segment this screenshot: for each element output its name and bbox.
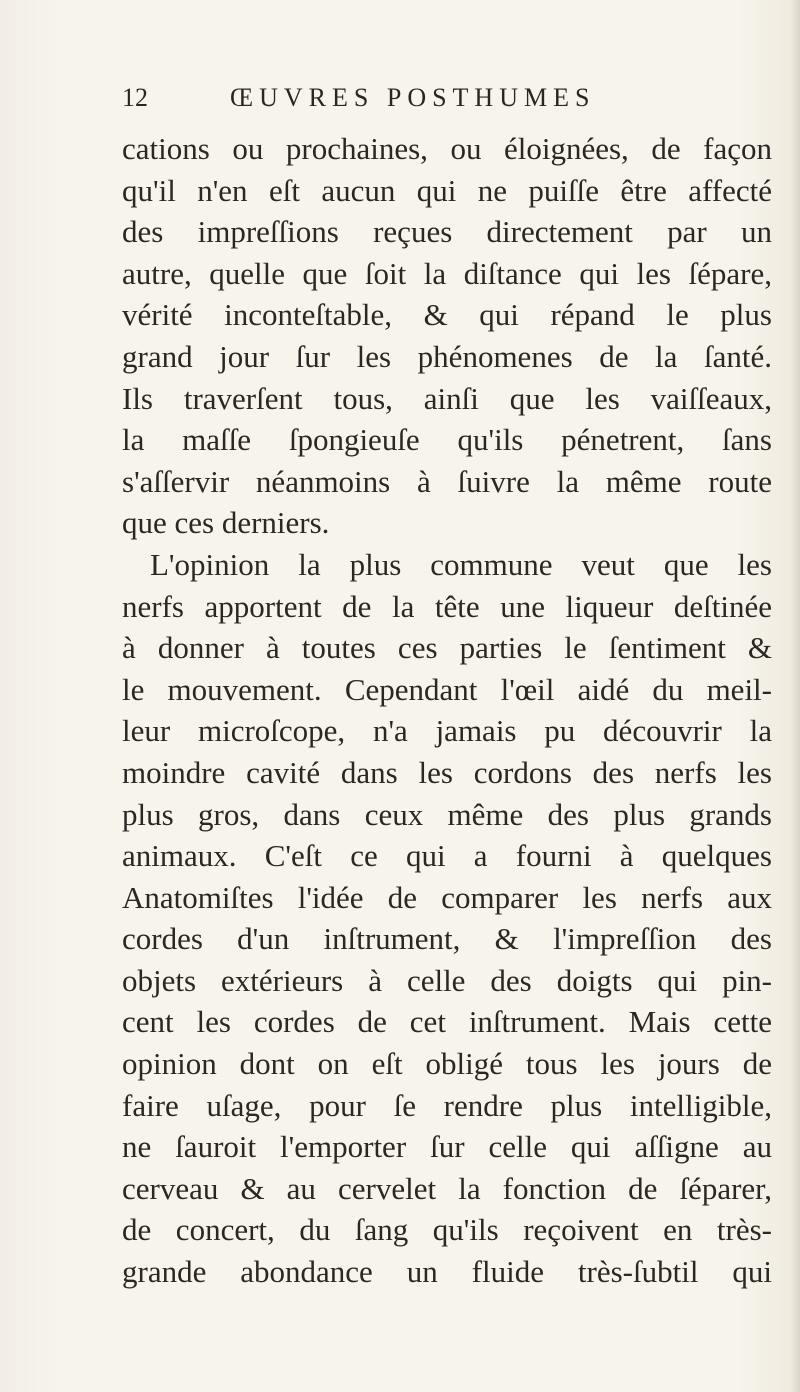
text-line: grand jour ſur les phénomenes de la ſanté.: [122, 338, 772, 374]
text-line: des impreſſions reçues directement par un: [122, 214, 772, 250]
text-line: vérité inconteſtable, & qui répand le plus: [122, 297, 772, 333]
text-line: objets extérieurs à celle des doigts qui pin-: [122, 962, 772, 998]
text-line: moindre cavité dans les cordons des nerfs les: [122, 754, 772, 790]
text-line: cordes d'un inſtrument, & l'impreſſion des: [122, 921, 772, 957]
text-line: plus gros, dans ceux même des plus grands: [122, 796, 772, 832]
text-line: leur microſcope, n'a jamais pu découvrir la: [122, 713, 772, 749]
text-line: cent les cordes de cet inſtrument. Mais cette: [122, 1004, 772, 1040]
text-line: faire uſage, pour ſe rendre plus intelligible,: [122, 1087, 772, 1123]
text-line: à donner à toutes ces parties le ſentiment &: [122, 630, 772, 666]
text-line: le mouvement. Cependant l'œil aidé du meil-: [122, 671, 772, 707]
text-line: grande abondance un fluide très-ſubtil qui: [122, 1254, 772, 1290]
text-line: cations ou prochaines, ou éloignées, de façon: [122, 131, 772, 166]
text-line: Anatomiſtes l'idée de comparer les nerfs aux: [122, 879, 772, 915]
text-line: qu'il n'en eſt aucun qui ne puiſſe être affecté: [122, 172, 772, 208]
running-head: ŒUVRES POSTHUMES: [230, 83, 596, 112]
text-line: Ils traverſent tous, ainſi que les vaiſſeaux,: [122, 380, 772, 416]
text-line: opinion dont on eſt obligé tous les jours de: [122, 1046, 772, 1082]
text-line: ne ſauroit l'emporter ſur celle qui aſſigne au: [122, 1129, 772, 1165]
text-line: de concert, du ſang qu'ils reçoivent en très-: [122, 1212, 772, 1248]
text-line: autre, quelle que ſoit la diſtance qui les ſépare,: [122, 255, 772, 291]
body-text: [122, 128, 772, 1293]
paragraph-end-line: que ces derniers.: [122, 505, 330, 541]
paragraph-start-line: L'opinion la plus commune veut que les: [150, 546, 772, 582]
text-line: cerveau & au cervelet la fonction de ſéparer,: [122, 1170, 772, 1206]
text-line: s'aſſervir néanmoins à ſuivre la même route: [122, 463, 772, 499]
text-line: nerfs apportent de la tête une liqueur deſtinée: [122, 588, 772, 624]
page-number: 12: [122, 83, 148, 112]
page-header: [122, 78, 762, 118]
text-line: animaux. C'eſt ce qui a fourni à quelques: [122, 838, 772, 874]
page-edge-shadow: [790, 0, 800, 1392]
text-line: la maſſe ſpongieuſe qu'ils pénetrent, ſans: [122, 422, 772, 458]
